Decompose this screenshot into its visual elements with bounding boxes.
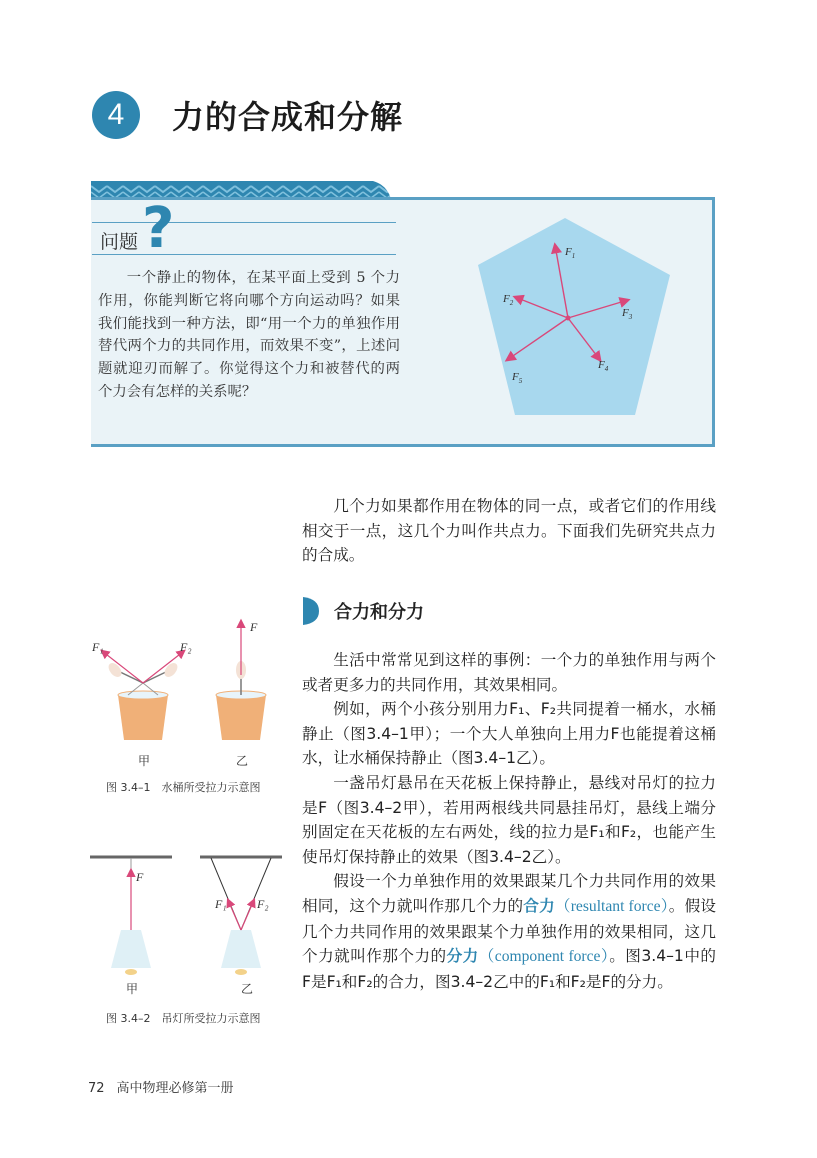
- five-forces-figure: [470, 210, 690, 420]
- section-marker-icon: [303, 597, 319, 625]
- intro-paragraph: 几个力如果都作用在物体的同一点，或者它们的作用线相交于一点，这几个力叫作共点力。下面我们先研究共点力的合成。: [302, 497, 716, 565]
- question-text: 一个静止的物体，在某平面上受到 5 个力作用，你能判断它将向哪个方向运动吗？如果我们能找到一种方法，即“用一个力的单独作用替代两个力的共同作用，而效果不变”，上述问题就迎刃而解了。你觉得这个力和被替代的两个力会有怎样的关系呢？: [98, 270, 400, 400]
- lamp-right: [200, 857, 282, 975]
- term-resultant: 合力: [523, 896, 555, 915]
- bucket-left: [102, 651, 184, 740]
- fig2-label-f2: F₂: [257, 897, 269, 911]
- label-f4: $F_4$: [598, 359, 609, 373]
- section-title: 合力和分力: [334, 602, 424, 623]
- label-f1: $F_1$: [565, 246, 576, 260]
- fig2-label-left: 甲: [126, 982, 139, 996]
- label-f3: $F_3$: [622, 307, 633, 321]
- paragraph-2: 例如，两个小孩分别用力F₁、F₂共同提着一桶水，水桶静止（图3.4–1甲）；一个大人单独向上用力F也能提着这桶水，让水桶保持静止（图3.4–1乙）。: [302, 700, 716, 768]
- question-rule-bottom: [92, 254, 396, 255]
- page-number: 72: [88, 1081, 105, 1096]
- question-label: 问题: [100, 231, 139, 253]
- term-component: 分力: [446, 947, 479, 966]
- figure-lamp: [88, 850, 288, 990]
- fig2-label-f1: F₁: [215, 897, 227, 911]
- paragraph-3: 一盏吊灯悬吊在天花板上保持静止，悬线对吊灯的拉力是F（图3.4–2甲），若用两根线共同悬挂吊灯，悬线上端分别固定在天花板的左右两处，线的拉力是F₁和F₂，也能产生使吊灯保持静止的效果（图3.4–2乙）。: [302, 773, 716, 866]
- chapter-number-badge: 4: [92, 91, 140, 139]
- label-f2: $F_2$: [503, 293, 514, 307]
- lamp-left: [90, 857, 172, 975]
- fig1-label-right: 乙: [236, 754, 249, 768]
- bucket-right: [216, 621, 266, 740]
- body-text: [302, 648, 716, 994]
- fig2-caption: 图 3.4–2 吊灯所受拉力示意图: [106, 1012, 261, 1025]
- fig1-label-f2: F₂: [180, 640, 192, 654]
- question-rule-top: [92, 222, 396, 223]
- fig1-label-f1: F₁: [92, 640, 104, 654]
- question-mark-icon: ?: [142, 196, 175, 261]
- paragraph-1: 生活中常常见到这样的事例：一个力的单独作用与两个或者更多力的共同作用，其效果相同。: [302, 651, 716, 694]
- book-title: 高中物理必修第一册: [116, 1081, 234, 1096]
- chapter-title: 力的合成和分解: [172, 98, 404, 136]
- fig1-caption: 图 3.4–1 水桶所受拉力示意图: [106, 781, 261, 794]
- paragraph-4: 假设一个力单独作用的效果跟某几个力共同作用的效果相同，这个力就叫作那几个力的合力（resultant force）。假设几个力共同作用的效果跟某个力单独作用的效果相同，这几个力就叫作那个力的分力（component force）。图3.4–1中的F是F₁和F₂的合力，图3.4–2乙中的F₁和F₂是F的分力。: [302, 872, 716, 991]
- fig1-label-left: 甲: [138, 754, 151, 768]
- fig1-label-f: F: [250, 620, 258, 634]
- page-footer: [88, 1077, 234, 1096]
- figure-bucket: [88, 615, 288, 765]
- label-f5: $F_5$: [512, 371, 523, 385]
- fig2-label-right: 乙: [241, 982, 254, 996]
- fig2-label-f: F: [136, 870, 144, 884]
